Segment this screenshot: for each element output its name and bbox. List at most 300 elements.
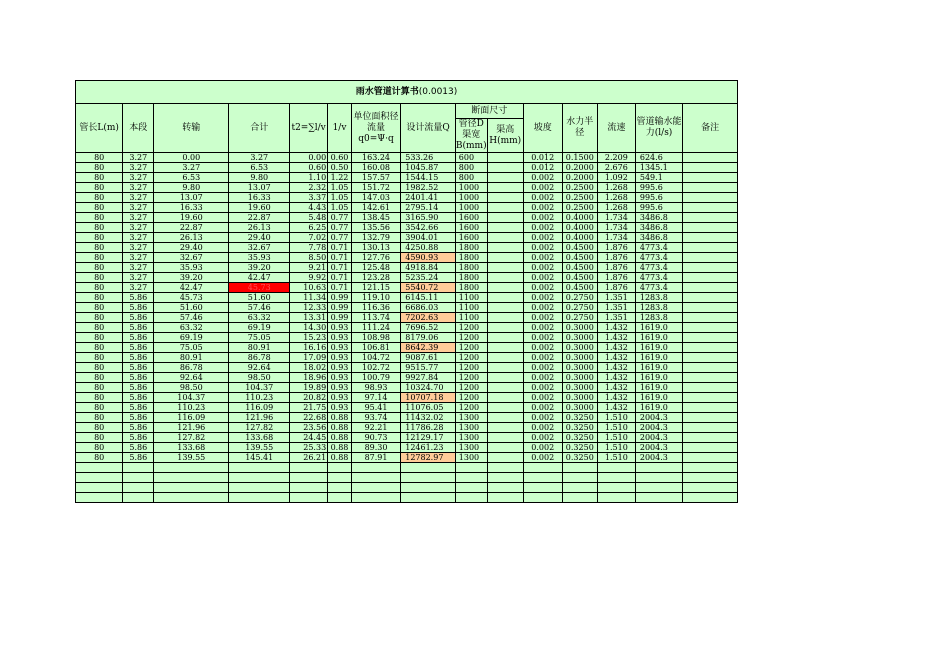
- table-cell[interactable]: 110.23: [154, 403, 229, 413]
- table-cell[interactable]: 12129.17: [401, 433, 456, 443]
- table-cell[interactable]: 0.3000: [562, 393, 597, 403]
- table-cell[interactable]: 0.002: [523, 393, 562, 403]
- table-cell[interactable]: 9.21: [290, 263, 328, 273]
- table-cell[interactable]: 0.88: [328, 453, 352, 463]
- table-cell[interactable]: 0.93: [328, 333, 352, 343]
- table-cell[interactable]: 92.64: [229, 363, 290, 373]
- table-cell[interactable]: 123.28: [351, 273, 400, 283]
- table-cell[interactable]: 3.27: [123, 193, 154, 203]
- table-cell[interactable]: 4.43: [290, 203, 328, 213]
- table-cell[interactable]: 2004.3: [635, 433, 682, 443]
- table-cell[interactable]: 1.510: [597, 433, 635, 443]
- table-cell[interactable]: 11.34: [290, 293, 328, 303]
- table-cell[interactable]: [401, 493, 456, 503]
- table-cell[interactable]: 18.96: [290, 373, 328, 383]
- table-cell[interactable]: [328, 493, 352, 503]
- table-cell[interactable]: [683, 493, 738, 503]
- table-cell[interactable]: 0.4500: [562, 253, 597, 263]
- table-cell[interactable]: 0.88: [328, 443, 352, 453]
- table-cell[interactable]: 5.86: [123, 313, 154, 323]
- table-cell[interactable]: [487, 213, 523, 223]
- table-cell[interactable]: 138.45: [351, 213, 400, 223]
- table-cell[interactable]: 5.86: [123, 413, 154, 423]
- table-cell[interactable]: 121.96: [229, 413, 290, 423]
- table-cell[interactable]: 800: [455, 163, 487, 173]
- table-cell[interactable]: 3.27: [123, 203, 154, 213]
- table-cell[interactable]: 0.2000: [562, 173, 597, 183]
- table-cell[interactable]: 80: [76, 263, 123, 273]
- table-cell[interactable]: 8179.06: [401, 333, 456, 343]
- table-cell[interactable]: 80: [76, 193, 123, 203]
- table-cell[interactable]: 0.002: [523, 203, 562, 213]
- table-cell[interactable]: 0.77: [328, 223, 352, 233]
- table-cell[interactable]: 80: [76, 443, 123, 453]
- table-cell[interactable]: 18.02: [290, 363, 328, 373]
- table-cell[interactable]: 1619.0: [635, 323, 682, 333]
- table-cell[interactable]: 4773.4: [635, 263, 682, 273]
- table-cell[interactable]: 0.88: [328, 423, 352, 433]
- table-cell[interactable]: 9515.77: [401, 363, 456, 373]
- table-cell[interactable]: 3.27: [123, 253, 154, 263]
- table-cell[interactable]: 119.10: [351, 293, 400, 303]
- table-cell[interactable]: 0.002: [523, 233, 562, 243]
- table-cell[interactable]: 1.876: [597, 243, 635, 253]
- table-cell[interactable]: 125.48: [351, 263, 400, 273]
- table-cell[interactable]: 0.002: [523, 183, 562, 193]
- table-cell[interactable]: [229, 463, 290, 473]
- table-cell[interactable]: [523, 473, 562, 483]
- table-cell[interactable]: 108.98: [351, 333, 400, 343]
- table-cell[interactable]: 130.13: [351, 243, 400, 253]
- table-cell[interactable]: [683, 333, 738, 343]
- table-cell[interactable]: 12.33: [290, 303, 328, 313]
- table-cell[interactable]: 0.2000: [562, 163, 597, 173]
- table-cell[interactable]: 80: [76, 273, 123, 283]
- table-cell[interactable]: 1.05: [328, 193, 352, 203]
- table-cell[interactable]: [487, 443, 523, 453]
- table-cell[interactable]: 624.6: [635, 153, 682, 163]
- table-cell[interactable]: 6145.11: [401, 293, 456, 303]
- table-cell[interactable]: 1100: [455, 303, 487, 313]
- table-cell[interactable]: 9087.61: [401, 353, 456, 363]
- table-cell[interactable]: 0.002: [523, 343, 562, 353]
- table-cell[interactable]: [351, 483, 400, 493]
- table-cell[interactable]: 1.432: [597, 373, 635, 383]
- table-cell[interactable]: [683, 273, 738, 283]
- table-cell[interactable]: 32.67: [229, 243, 290, 253]
- table-cell[interactable]: [76, 483, 123, 493]
- table-cell[interactable]: [597, 463, 635, 473]
- table-cell[interactable]: 0.002: [523, 313, 562, 323]
- table-cell[interactable]: 1.734: [597, 223, 635, 233]
- table-cell[interactable]: [635, 473, 682, 483]
- table-cell[interactable]: 0.3250: [562, 413, 597, 423]
- table-cell[interactable]: 98.93: [351, 383, 400, 393]
- table-cell[interactable]: [487, 253, 523, 263]
- table-cell[interactable]: 1619.0: [635, 353, 682, 363]
- table-cell[interactable]: 45.73: [229, 283, 290, 293]
- table-cell[interactable]: 80: [76, 243, 123, 253]
- table-cell[interactable]: [683, 193, 738, 203]
- table-cell[interactable]: 5.86: [123, 333, 154, 343]
- table-cell[interactable]: 69.19: [154, 333, 229, 343]
- table-cell[interactable]: 2004.3: [635, 413, 682, 423]
- table-cell[interactable]: 26.21: [290, 453, 328, 463]
- table-cell[interactable]: 1800: [455, 253, 487, 263]
- table-cell[interactable]: 0.3000: [562, 403, 597, 413]
- table-cell[interactable]: 5.86: [123, 363, 154, 373]
- table-cell[interactable]: [455, 463, 487, 473]
- table-cell[interactable]: 80: [76, 373, 123, 383]
- table-cell[interactable]: [683, 423, 738, 433]
- table-cell[interactable]: 19.60: [154, 213, 229, 223]
- table-cell[interactable]: 42.47: [154, 283, 229, 293]
- table-cell[interactable]: 19.89: [290, 383, 328, 393]
- table-cell[interactable]: 139.55: [154, 453, 229, 463]
- table-cell[interactable]: 5.86: [123, 443, 154, 453]
- table-cell[interactable]: [123, 473, 154, 483]
- table-cell[interactable]: 3.27: [123, 153, 154, 163]
- table-cell[interactable]: 80: [76, 353, 123, 363]
- table-cell[interactable]: 1.876: [597, 263, 635, 273]
- table-cell[interactable]: 13.31: [290, 313, 328, 323]
- table-cell[interactable]: 5.86: [123, 433, 154, 443]
- table-cell[interactable]: [401, 483, 456, 493]
- table-cell[interactable]: 1200: [455, 333, 487, 343]
- table-cell[interactable]: [455, 493, 487, 503]
- table-cell[interactable]: 0.002: [523, 303, 562, 313]
- table-cell[interactable]: 1.876: [597, 273, 635, 283]
- table-cell[interactable]: 1619.0: [635, 373, 682, 383]
- table-cell[interactable]: [229, 493, 290, 503]
- table-cell[interactable]: 1619.0: [635, 343, 682, 353]
- table-cell[interactable]: 0.4000: [562, 213, 597, 223]
- table-cell[interactable]: 3.27: [123, 213, 154, 223]
- table-cell[interactable]: 1.510: [597, 453, 635, 463]
- table-cell[interactable]: 0.88: [328, 433, 352, 443]
- table-cell[interactable]: 0.2750: [562, 313, 597, 323]
- table-cell[interactable]: 80.91: [229, 343, 290, 353]
- table-cell[interactable]: 104.37: [229, 383, 290, 393]
- table-cell[interactable]: 51.60: [229, 293, 290, 303]
- table-cell[interactable]: 80: [76, 393, 123, 403]
- table-cell[interactable]: 0.88: [328, 413, 352, 423]
- table-cell[interactable]: 11786.28: [401, 423, 456, 433]
- table-cell[interactable]: 116.09: [229, 403, 290, 413]
- table-cell[interactable]: 16.33: [229, 193, 290, 203]
- table-cell[interactable]: 1.432: [597, 323, 635, 333]
- table-cell[interactable]: 80: [76, 183, 123, 193]
- table-cell[interactable]: [523, 463, 562, 473]
- table-cell[interactable]: 80: [76, 293, 123, 303]
- table-cell[interactable]: [487, 393, 523, 403]
- table-cell[interactable]: 3.27: [123, 233, 154, 243]
- table-cell[interactable]: 3.27: [154, 163, 229, 173]
- table-cell[interactable]: 0.3000: [562, 343, 597, 353]
- table-cell[interactable]: 80: [76, 213, 123, 223]
- table-cell[interactable]: 0.002: [523, 273, 562, 283]
- table-cell[interactable]: 0.3250: [562, 433, 597, 443]
- table-cell[interactable]: 0.60: [290, 163, 328, 173]
- table-cell[interactable]: 16.16: [290, 343, 328, 353]
- table-cell[interactable]: 1200: [455, 403, 487, 413]
- table-cell[interactable]: 0.3000: [562, 353, 597, 363]
- table-cell[interactable]: 100.79: [351, 373, 400, 383]
- table-cell[interactable]: 0.2750: [562, 303, 597, 313]
- table-cell[interactable]: 4590.93: [401, 253, 456, 263]
- table-cell[interactable]: 80: [76, 433, 123, 443]
- table-cell[interactable]: 80: [76, 333, 123, 343]
- table-cell[interactable]: [683, 323, 738, 333]
- table-cell[interactable]: 1619.0: [635, 383, 682, 393]
- table-cell[interactable]: 0.4500: [562, 283, 597, 293]
- table-cell[interactable]: 1.351: [597, 313, 635, 323]
- table-cell[interactable]: 1.432: [597, 363, 635, 373]
- table-cell[interactable]: 800: [455, 173, 487, 183]
- table-cell[interactable]: 16.33: [154, 203, 229, 213]
- table-cell[interactable]: 0.4000: [562, 233, 597, 243]
- table-cell[interactable]: 0.002: [523, 333, 562, 343]
- table-cell[interactable]: 0.71: [328, 253, 352, 263]
- table-cell[interactable]: 1200: [455, 383, 487, 393]
- table-cell[interactable]: 5.86: [123, 383, 154, 393]
- table-cell[interactable]: [487, 433, 523, 443]
- table-cell[interactable]: [123, 483, 154, 493]
- table-cell[interactable]: [683, 443, 738, 453]
- table-cell[interactable]: 0.2500: [562, 203, 597, 213]
- table-cell[interactable]: 10.63: [290, 283, 328, 293]
- table-cell[interactable]: 113.74: [351, 313, 400, 323]
- table-cell[interactable]: 6686.03: [401, 303, 456, 313]
- table-cell[interactable]: 2004.3: [635, 423, 682, 433]
- table-cell[interactable]: [562, 473, 597, 483]
- table-cell[interactable]: 0.2500: [562, 193, 597, 203]
- table-cell[interactable]: [328, 463, 352, 473]
- table-cell[interactable]: 21.75: [290, 403, 328, 413]
- table-cell[interactable]: 1300: [455, 423, 487, 433]
- table-cell[interactable]: [523, 493, 562, 503]
- table-cell[interactable]: 0.93: [328, 403, 352, 413]
- table-cell[interactable]: 145.41: [229, 453, 290, 463]
- table-cell[interactable]: 80.91: [154, 353, 229, 363]
- table-cell[interactable]: 1200: [455, 323, 487, 333]
- table-cell[interactable]: 29.40: [154, 243, 229, 253]
- table-cell[interactable]: 0.002: [523, 453, 562, 463]
- table-cell[interactable]: 0.4000: [562, 223, 597, 233]
- table-cell[interactable]: [683, 383, 738, 393]
- table-cell[interactable]: [487, 223, 523, 233]
- table-cell[interactable]: 3.27: [123, 173, 154, 183]
- table-cell[interactable]: [487, 263, 523, 273]
- table-cell[interactable]: 29.40: [229, 233, 290, 243]
- table-cell[interactable]: [487, 173, 523, 183]
- table-cell[interactable]: 2004.3: [635, 443, 682, 453]
- table-cell[interactable]: 80: [76, 203, 123, 213]
- table-cell[interactable]: [635, 493, 682, 503]
- table-cell[interactable]: [683, 153, 738, 163]
- table-cell[interactable]: 0.93: [328, 383, 352, 393]
- table-cell[interactable]: 0.4500: [562, 263, 597, 273]
- table-cell[interactable]: [487, 243, 523, 253]
- table-cell[interactable]: 0.002: [523, 433, 562, 443]
- table-cell[interactable]: 549.1: [635, 173, 682, 183]
- table-cell[interactable]: 0.012: [523, 163, 562, 173]
- table-cell[interactable]: [683, 293, 738, 303]
- table-cell[interactable]: 0.002: [523, 323, 562, 333]
- table-cell[interactable]: 1000: [455, 193, 487, 203]
- table-cell[interactable]: 0.002: [523, 213, 562, 223]
- table-cell[interactable]: [487, 313, 523, 323]
- table-cell[interactable]: 4250.88: [401, 243, 456, 253]
- table-cell[interactable]: 0.71: [328, 273, 352, 283]
- table-cell[interactable]: 1600: [455, 213, 487, 223]
- table-cell[interactable]: 1.510: [597, 443, 635, 453]
- table-cell[interactable]: [487, 303, 523, 313]
- table-cell[interactable]: [351, 493, 400, 503]
- table-cell[interactable]: 1200: [455, 393, 487, 403]
- table-cell[interactable]: [523, 483, 562, 493]
- table-cell[interactable]: 6.53: [229, 163, 290, 173]
- table-cell[interactable]: 15.23: [290, 333, 328, 343]
- table-cell[interactable]: 0.002: [523, 293, 562, 303]
- table-cell[interactable]: [487, 353, 523, 363]
- table-cell[interactable]: 1619.0: [635, 333, 682, 343]
- table-cell[interactable]: 80: [76, 343, 123, 353]
- table-cell[interactable]: 121.96: [154, 423, 229, 433]
- table-cell[interactable]: 45.73: [154, 293, 229, 303]
- table-cell[interactable]: 1.734: [597, 233, 635, 243]
- table-cell[interactable]: 1.432: [597, 333, 635, 343]
- table-cell[interactable]: 0.77: [328, 213, 352, 223]
- table-cell[interactable]: [635, 483, 682, 493]
- table-cell[interactable]: 0.60: [328, 153, 352, 163]
- table-cell[interactable]: 0.012: [523, 153, 562, 163]
- table-cell[interactable]: 80: [76, 383, 123, 393]
- table-cell[interactable]: 87.91: [351, 453, 400, 463]
- table-cell[interactable]: 92.21: [351, 423, 400, 433]
- table-cell[interactable]: 5.86: [123, 453, 154, 463]
- table-cell[interactable]: 0.71: [328, 263, 352, 273]
- table-cell[interactable]: 1.876: [597, 283, 635, 293]
- table-cell[interactable]: 1.10: [290, 173, 328, 183]
- table-cell[interactable]: 3904.01: [401, 233, 456, 243]
- table-cell[interactable]: 98.50: [154, 383, 229, 393]
- table-cell[interactable]: 1.876: [597, 253, 635, 263]
- table-cell[interactable]: 995.6: [635, 203, 682, 213]
- table-cell[interactable]: 39.20: [229, 263, 290, 273]
- table-cell[interactable]: 0.1500: [562, 153, 597, 163]
- table-cell[interactable]: 1544.15: [401, 173, 456, 183]
- table-cell[interactable]: 0.93: [328, 393, 352, 403]
- table-cell[interactable]: 3.27: [229, 153, 290, 163]
- table-cell[interactable]: [290, 483, 328, 493]
- table-cell[interactable]: [487, 203, 523, 213]
- table-cell[interactable]: 20.82: [290, 393, 328, 403]
- table-cell[interactable]: 116.09: [154, 413, 229, 423]
- table-cell[interactable]: [229, 473, 290, 483]
- table-cell[interactable]: [683, 263, 738, 273]
- table-cell[interactable]: [487, 463, 523, 473]
- table-cell[interactable]: 4773.4: [635, 253, 682, 263]
- table-cell[interactable]: 1200: [455, 373, 487, 383]
- table-cell[interactable]: 14.30: [290, 323, 328, 333]
- table-cell[interactable]: 3.27: [123, 223, 154, 233]
- table-cell[interactable]: 1.734: [597, 213, 635, 223]
- table-cell[interactable]: 5.86: [123, 403, 154, 413]
- table-cell[interactable]: 1.432: [597, 403, 635, 413]
- table-cell[interactable]: 0.3000: [562, 383, 597, 393]
- table-cell[interactable]: 2.676: [597, 163, 635, 173]
- table-cell[interactable]: 111.24: [351, 323, 400, 333]
- table-cell[interactable]: 0.99: [328, 313, 352, 323]
- table-cell[interactable]: 1300: [455, 453, 487, 463]
- table-cell[interactable]: 63.32: [154, 323, 229, 333]
- table-cell[interactable]: 0.002: [523, 413, 562, 423]
- table-cell[interactable]: 0.71: [328, 283, 352, 293]
- table-cell[interactable]: [683, 393, 738, 403]
- table-cell[interactable]: 5.86: [123, 423, 154, 433]
- table-cell[interactable]: 93.74: [351, 413, 400, 423]
- table-cell[interactable]: 80: [76, 413, 123, 423]
- table-cell[interactable]: 1283.8: [635, 293, 682, 303]
- table-cell[interactable]: 80: [76, 223, 123, 233]
- table-cell[interactable]: [487, 343, 523, 353]
- table-cell[interactable]: [487, 283, 523, 293]
- table-cell[interactable]: 1.432: [597, 343, 635, 353]
- table-cell[interactable]: 80: [76, 163, 123, 173]
- table-cell[interactable]: 0.00: [154, 153, 229, 163]
- table-cell[interactable]: 80: [76, 153, 123, 163]
- table-cell[interactable]: 9927.84: [401, 373, 456, 383]
- table-cell[interactable]: 0.3000: [562, 373, 597, 383]
- table-cell[interactable]: [487, 163, 523, 173]
- table-cell[interactable]: [290, 493, 328, 503]
- table-cell[interactable]: 10707.18: [401, 393, 456, 403]
- table-cell[interactable]: 139.55: [229, 443, 290, 453]
- table-cell[interactable]: 7202.63: [401, 313, 456, 323]
- table-cell[interactable]: 132.79: [351, 233, 400, 243]
- table-cell[interactable]: 1.05: [328, 203, 352, 213]
- table-cell[interactable]: [683, 463, 738, 473]
- table-cell[interactable]: 1200: [455, 353, 487, 363]
- table-cell[interactable]: 19.60: [229, 203, 290, 213]
- table-cell[interactable]: 0.002: [523, 423, 562, 433]
- table-cell[interactable]: 0.002: [523, 193, 562, 203]
- table-cell[interactable]: 5.86: [123, 343, 154, 353]
- table-cell[interactable]: 80: [76, 403, 123, 413]
- table-cell[interactable]: 1.092: [597, 173, 635, 183]
- table-cell[interactable]: [683, 173, 738, 183]
- table-cell[interactable]: [683, 243, 738, 253]
- table-cell[interactable]: 5540.72: [401, 283, 456, 293]
- table-cell[interactable]: 104.72: [351, 353, 400, 363]
- table-cell[interactable]: 5.86: [123, 303, 154, 313]
- table-cell[interactable]: 1619.0: [635, 393, 682, 403]
- table-cell[interactable]: 163.24: [351, 153, 400, 163]
- table-cell[interactable]: 1.432: [597, 353, 635, 363]
- table-cell[interactable]: [683, 483, 738, 493]
- table-cell[interactable]: 90.73: [351, 433, 400, 443]
- table-cell[interactable]: 2004.3: [635, 453, 682, 463]
- table-cell[interactable]: 3486.8: [635, 223, 682, 233]
- table-cell[interactable]: [487, 493, 523, 503]
- table-cell[interactable]: 80: [76, 363, 123, 373]
- table-cell[interactable]: 1619.0: [635, 363, 682, 373]
- table-cell[interactable]: 98.50: [229, 373, 290, 383]
- table-cell[interactable]: [487, 453, 523, 463]
- table-cell[interactable]: 0.002: [523, 403, 562, 413]
- table-cell[interactable]: 22.87: [154, 223, 229, 233]
